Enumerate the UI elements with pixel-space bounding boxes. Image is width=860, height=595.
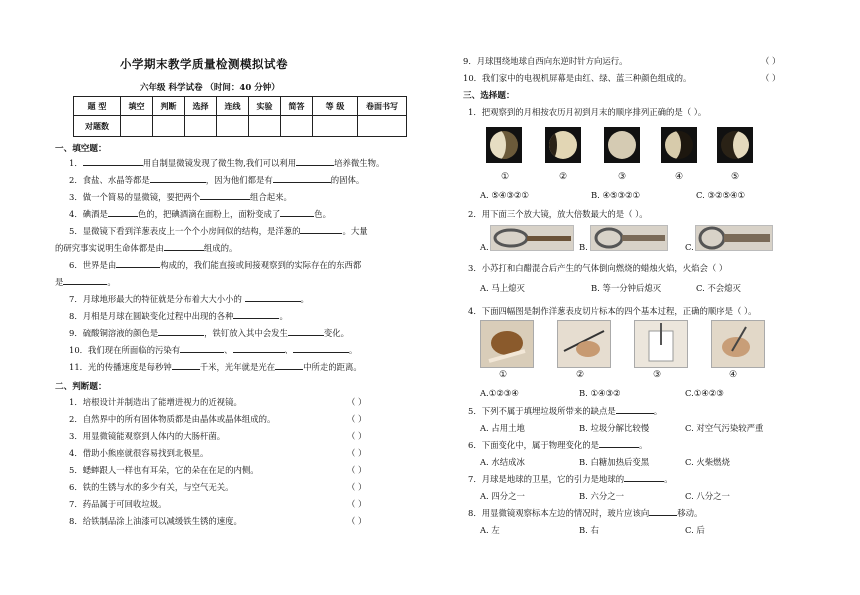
- page-subtitle: 六年级 科学试卷 （时间：40 分钟）: [140, 83, 280, 93]
- score-cell[interactable]: [249, 116, 281, 137]
- procedure-image: [480, 320, 534, 368]
- section-fill-heading: 一、填空题：: [55, 144, 107, 154]
- score-cell[interactable]: [281, 116, 313, 137]
- score-cell[interactable]: [358, 116, 407, 137]
- page-title: 小学期末教学质量检测模拟试卷: [120, 57, 288, 71]
- score-header-cell: 实验: [249, 97, 281, 116]
- answer-blank[interactable]: [293, 344, 349, 353]
- judge-question: 6．铁的生锈与水的多少有关，与空气无关。: [69, 482, 234, 492]
- answer-parens[interactable]: （ ）: [347, 431, 367, 441]
- answer-blank[interactable]: [296, 157, 334, 166]
- fill-question-7: 7．月球地形最大的特征就是分布着大大小小的 。: [69, 294, 309, 304]
- judge-question: 10．我们家中的电视机屏幕是由红、绿、蓝三种颜色组成的。: [463, 73, 692, 83]
- score-row-label: 对题数: [74, 116, 121, 137]
- answer-blank[interactable]: [273, 174, 331, 183]
- judge-question: 1．培根设计并制造出了能增进视力的近视镜。: [69, 397, 242, 407]
- score-header-cell: 连线: [217, 97, 249, 116]
- choice-number: ③: [618, 172, 627, 182]
- answer-blank[interactable]: [233, 344, 285, 353]
- choice-option[interactable]: C. ③②⑤④①: [696, 190, 745, 200]
- fill-question-3: 3．做一个简易的显微镜，要把两个 组合起来。: [69, 192, 292, 202]
- fill-question-5-cont: 的研究事实说明生命体都是由 组成的。: [55, 243, 238, 253]
- fill-question-6: 6．世界是由 构成的，我们能直接或间接观察到的实际存在的东西都: [69, 260, 362, 270]
- score-cell[interactable]: [185, 116, 217, 137]
- choice-option[interactable]: B. 垃圾分解比较慢: [579, 423, 650, 433]
- answer-parens[interactable]: （ ）: [347, 499, 367, 509]
- choice-option[interactable]: A. 四分之一: [480, 491, 525, 501]
- choice-question-5: 5．下列不属于填埋垃圾所带来的缺点是 。: [468, 406, 663, 416]
- judge-question: 5．蟋蟀跟人一样也有耳朵，它的朵在在足的内侧。: [69, 465, 259, 475]
- answer-blank[interactable]: [624, 473, 664, 482]
- judge-question: 4．借助小熊座就很容易找到北极星。: [69, 448, 209, 458]
- choice-option[interactable]: C. 八分之一: [685, 491, 730, 501]
- choice-option[interactable]: C. 不会熄灭: [696, 283, 741, 293]
- judge-question: 7．药品属于可回收垃圾。: [69, 499, 167, 509]
- answer-parens[interactable]: （ ）: [761, 56, 781, 66]
- choice-question-1: 1．把观察到的月相按农历月初到月末的顺序排列正确的是（ ）。: [468, 107, 707, 117]
- fill-question-5: 5．显微镜下看到洋葱表皮上一个个小房间似的结构，是洋葱的 。大量: [69, 226, 368, 236]
- fill-question-1: 1． 用自制显微镜发现了微生物,我们可以利用 培养微生物。: [69, 158, 385, 168]
- left-column: [55, 0, 415, 595]
- procedure-image: [557, 320, 611, 368]
- choice-number: ⑤: [731, 172, 740, 182]
- moon-phase-image: [604, 127, 640, 163]
- score-cell[interactable]: [313, 116, 358, 137]
- answer-blank[interactable]: [245, 293, 301, 302]
- answer-blank[interactable]: [172, 361, 200, 370]
- choice-option[interactable]: B. ④⑤③②①: [591, 190, 641, 200]
- moon-phase-image: [661, 127, 697, 163]
- answer-blank[interactable]: [649, 507, 677, 516]
- magnifier-image: [695, 225, 773, 251]
- section-judge-heading: 二、判断题：: [55, 382, 107, 392]
- score-header-cell: 简答: [281, 97, 313, 116]
- choice-question-2: 2．用下面三个放大镜，放大倍数最大的是（ ）。: [468, 209, 648, 219]
- answer-blank[interactable]: [599, 439, 639, 448]
- answer-blank[interactable]: [108, 208, 138, 217]
- choice-number: ①: [499, 370, 508, 380]
- fill-question-2: 2．食盐、水晶等都是 ，因为他们都是有 的固体。: [69, 175, 365, 185]
- answer-blank[interactable]: [83, 157, 143, 166]
- fill-question-4: 4．碘酒是 色的，把碘酒滴在面粉上，面粉变成了 色。: [69, 209, 331, 219]
- answer-parens[interactable]: （ ）: [347, 414, 367, 424]
- score-header-cell: 题 型: [74, 97, 121, 116]
- choice-option[interactable]: C. 火柴燃烧: [685, 457, 730, 467]
- answer-parens[interactable]: （ ）: [761, 73, 781, 83]
- choice-question-3: 3．小苏打和白醋混合后产生的气体倒向燃烧的蜡烛火焰，火焰会（ ）: [468, 263, 728, 273]
- score-header-cell: 卷面书写: [358, 97, 407, 116]
- choice-option[interactable]: A. 水结成冰: [480, 457, 525, 467]
- answer-blank[interactable]: [300, 225, 342, 234]
- choice-option[interactable]: A. ⑤④③②①: [480, 190, 529, 200]
- answer-blank[interactable]: [116, 259, 160, 268]
- answer-blank[interactable]: [158, 327, 204, 336]
- answer-blank[interactable]: [233, 310, 279, 319]
- score-table: [73, 96, 407, 137]
- score-header-cell: 等 级: [313, 97, 358, 116]
- fill-question-11: 11．光的传播速度是每秒钟 千米，光年就是光在 中所走的距离。: [69, 362, 362, 372]
- choice-option[interactable]: A.: [480, 242, 489, 252]
- choice-number: ④: [729, 370, 738, 380]
- magnifier-image: [490, 225, 574, 251]
- judge-question: 2．自然界中的所有固体物质都是由晶体或晶体组成的。: [69, 414, 276, 424]
- choice-question-4: 4．下面四幅图是制作洋葱表皮切片标本的四个基本过程，正确的顺序是（ ）。: [468, 306, 757, 316]
- score-header-cell: 判断: [153, 97, 185, 116]
- score-header-cell: 填空: [121, 97, 153, 116]
- choice-number: ③: [653, 370, 662, 380]
- choice-option[interactable]: A.①②③④: [480, 388, 519, 398]
- choice-number: ④: [675, 172, 684, 182]
- fill-question-10: 10．我们现在所面临的污染有 、 、 。: [69, 345, 358, 355]
- section-choice-heading: 三、选择题：: [463, 91, 515, 101]
- choice-question-7: 7．月球是地球的卫星，它的引力是地球的 。: [468, 474, 673, 484]
- choice-option[interactable]: B. 白糖加热后变黑: [579, 457, 650, 467]
- choice-option[interactable]: C. 对空气污染较严重: [685, 423, 764, 433]
- procedure-image: [711, 320, 765, 368]
- answer-parens[interactable]: （ ）: [347, 397, 367, 407]
- answer-blank[interactable]: [200, 191, 250, 200]
- answer-blank[interactable]: [63, 276, 107, 285]
- score-header-cell: 选择: [185, 97, 217, 116]
- score-cell[interactable]: [217, 116, 249, 137]
- answer-blank[interactable]: [288, 327, 324, 336]
- answer-blank[interactable]: [275, 361, 303, 370]
- answer-blank[interactable]: [150, 174, 206, 183]
- choice-option[interactable]: A. 占用土地: [480, 423, 525, 433]
- choice-option[interactable]: B.: [579, 242, 588, 252]
- fill-question-9: 9．硫酸铜溶液的颜色是 ，铁钉放入其中会发生 变化。: [69, 328, 349, 338]
- judge-question: 9．月球围绕地球自西向东逆时针方向运行。: [463, 56, 628, 66]
- judge-question: 8．给铁制品涂上油漆可以减缓铁生锈的速度。: [69, 516, 242, 526]
- moon-phase-image: [717, 127, 753, 163]
- score-cell[interactable]: [153, 116, 185, 137]
- answer-parens[interactable]: （ ）: [347, 516, 367, 526]
- answer-parens[interactable]: （ ）: [347, 448, 367, 458]
- choice-option[interactable]: B. 右: [579, 525, 599, 535]
- moon-phase-image: [545, 127, 581, 163]
- choice-option[interactable]: C. 后: [685, 525, 705, 535]
- answer-blank[interactable]: [180, 344, 224, 353]
- answer-parens[interactable]: （ ）: [347, 465, 367, 475]
- choice-number: ①: [501, 172, 510, 182]
- fill-question-8: 8．月相是月球在圆缺变化过程中出现的各种 。: [69, 311, 288, 321]
- choice-number: ②: [576, 370, 585, 380]
- score-cell[interactable]: [121, 116, 153, 137]
- answer-parens[interactable]: （ ）: [347, 482, 367, 492]
- answer-blank[interactable]: [616, 405, 654, 414]
- choice-number: ②: [559, 172, 568, 182]
- choice-option[interactable]: C.: [685, 242, 694, 252]
- choice-question-6: 6．下面变化中，属于物理变化的是 。: [468, 440, 648, 450]
- judge-question: 3．用显微镜能观察到人体内的大肠杆菌。: [69, 431, 226, 441]
- fill-question-6-cont: 是 。: [55, 277, 116, 287]
- choice-option[interactable]: B. 等一分钟后熄灭: [591, 283, 662, 293]
- choice-option[interactable]: A. 左: [480, 525, 500, 535]
- choice-question-8: 8．用显微镜观察标本左边的情况时，玻片应该向 移动。: [468, 508, 703, 518]
- answer-blank[interactable]: [280, 208, 314, 217]
- procedure-image: [634, 320, 688, 368]
- choice-option[interactable]: B. ①④③②: [579, 388, 621, 398]
- moon-phase-image: [486, 127, 522, 163]
- choice-option[interactable]: C.①④②③: [685, 388, 724, 398]
- answer-blank[interactable]: [164, 242, 204, 251]
- right-column: [463, 0, 823, 595]
- choice-option[interactable]: B. 六分之一: [579, 491, 624, 501]
- choice-option[interactable]: A. 马上熄灭: [480, 283, 525, 293]
- magnifier-image: [590, 225, 668, 251]
